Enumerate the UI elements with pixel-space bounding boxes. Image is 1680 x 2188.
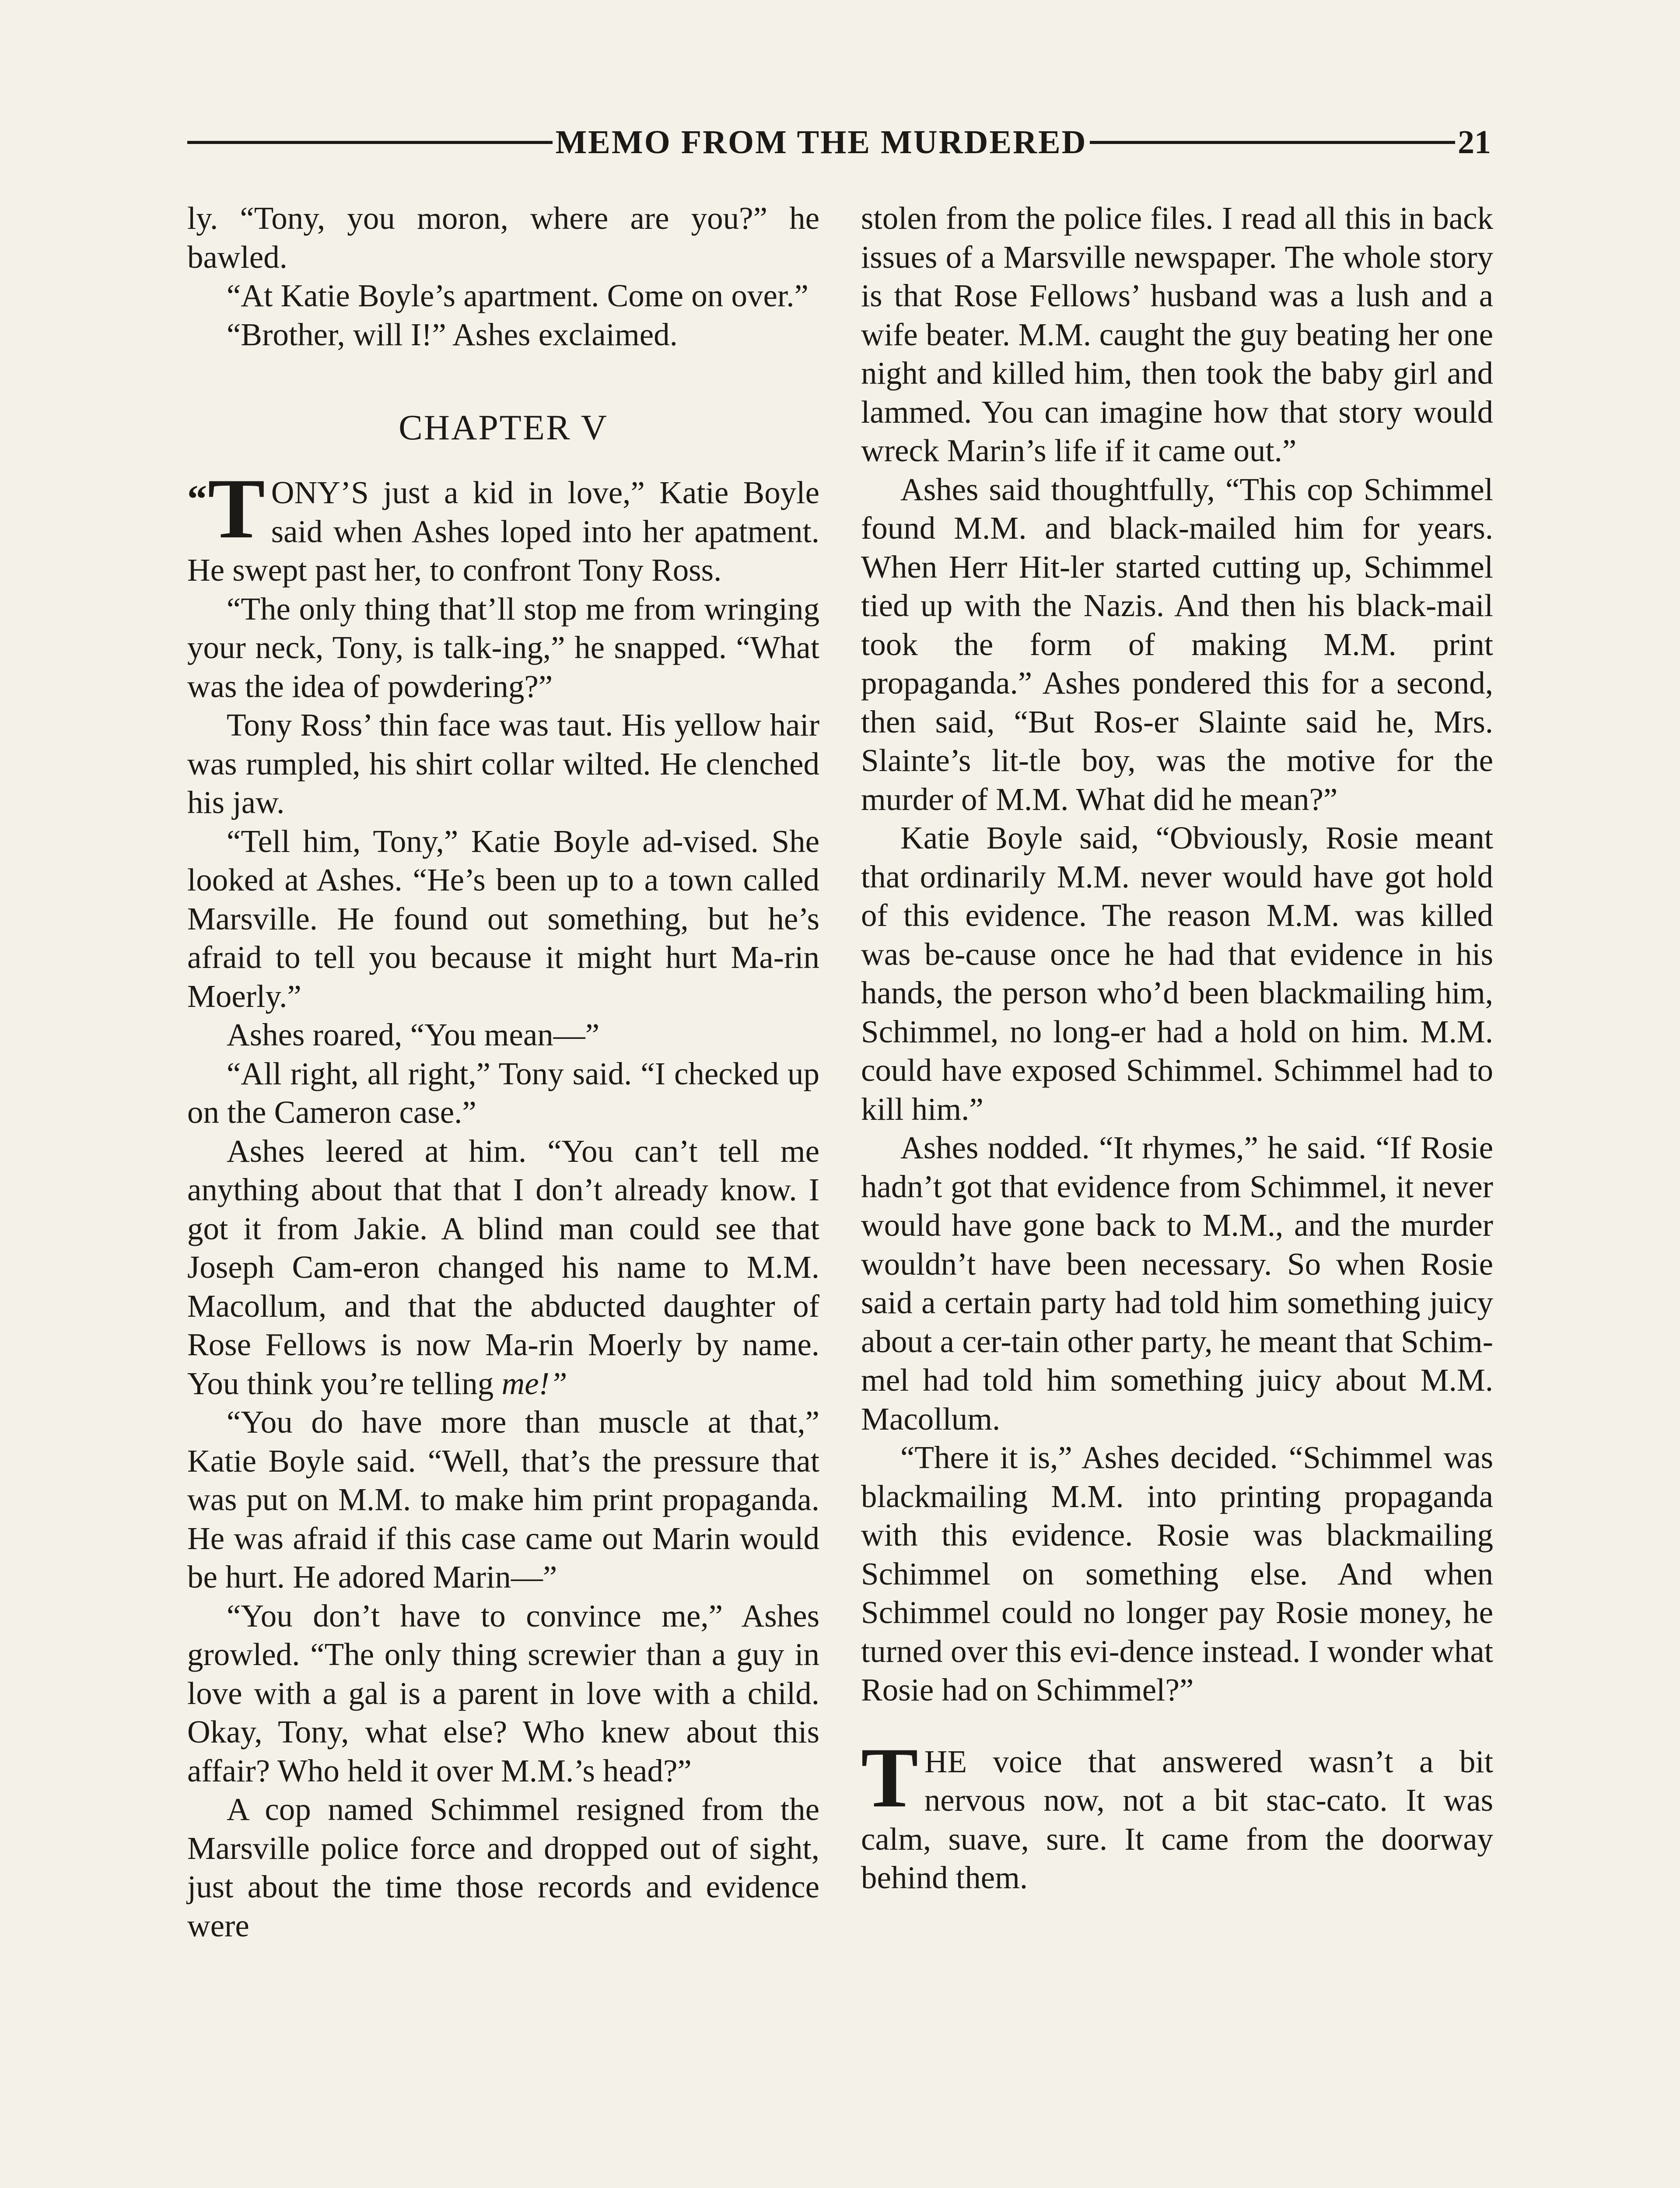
paragraph: “You don’t have to convince me,” Ashes growled. “The only thing screwier than a guy in love with a gal is a parent in love with a child. Okay, Tony, what else? Who knew about this affair? Who held it over M.M.’s head?” (187, 1598, 819, 1788)
running-header (187, 123, 1491, 162)
paragraph-text: Ashes leered at him. “You can’t tell me anything about that that I don’t already know. I got it from Jakie. A blind man could see that Joseph Cam-eron changed his name to M.M. Macollum, and that the abducted daughter of Rose Fellows is now Ma-rin Moerly by name. You think you’re telling (187, 1133, 819, 1401)
paragraph: Ashes said thoughtfully, “This cop Schimmel found M.M. and black-mailed him for years. When Herr Hit-ler started cutting up, Schimmel tied up with the Nazis. And then his black-mail took the form of making M.M. print propaganda.” Ashes pondered this for a second, then said, “But Ros-er Slainte said he, Mrs. Slainte’s lit-tle boy, was the motive for the murder of M.M. What did he mean?” (861, 471, 1493, 817)
paragraph: stolen from the police files. I read all this in back issues of a Marsville newspaper. The whole story is that Rose Fellows’ husband was a lush and a wife beater. M.M. caught the guy beating her one night and killed him, then took the baby girl and lammed. You can imagine how that story would wreck Marin’s life if it came out.” (861, 200, 1493, 468)
left-column (187, 199, 819, 1945)
page-number: 21 (1458, 123, 1491, 161)
emphasis-text: me!” (501, 1365, 567, 1401)
right-column (861, 199, 1493, 1897)
paragraph: “The only thing that’ll stop me from wringing your neck, Tony, is talk-ing,” he snapped. “What was the idea of powdering?” (187, 591, 819, 704)
drop-cap: T (861, 1730, 918, 1825)
chapter-opening-paragraph (187, 461, 819, 590)
paragraph: “Tell him, Tony,” Katie Boyle ad-vised. She looked at Ashes. “He’s been up to a town called Marsville. He found out something, but he’s afraid to tell you because it might hurt Ma-rin Moerly.” (187, 823, 819, 1014)
paragraph: Ashes roared, “You mean—” (227, 1017, 600, 1052)
paragraph: “All right, all right,” Tony said. “I checked up on the Cameron case.” (187, 1055, 819, 1130)
paragraph: A cop named Schimmel resigned from the Marsville police force and dropped out of sight, just about the time those records and evidence were (187, 1792, 819, 1943)
paragraph: “Brother, will I!” Ashes exclaimed. (227, 316, 678, 352)
running-title: MEMO FROM THE MURDERED (555, 123, 1087, 161)
paragraph: Tony Ross’ thin face was taut. His yellow hair was rumpled, his shirt collar wilted. He clenched his jaw. (187, 707, 819, 820)
section-break (861, 1710, 1493, 1743)
paragraph (187, 1132, 819, 1403)
header-rule-right (1090, 141, 1455, 144)
paragraph: ly. “Tony, you moron, where are you?” he bawled. (187, 200, 819, 275)
paragraph: “There it is,” Ashes decided. “Schimmel was blackmailing M.M. into printing propaganda with this evidence. Rosie was blackmailing Schimmel on something else. And when Schimmel could no longer pay Rosie money, he turned over this evi-dence instead. I wonder what Rosie had on Schimmel?” (861, 1440, 1493, 1708)
opening-quote-mark: “ (187, 477, 207, 521)
drop-cap: T (208, 461, 265, 556)
paragraph: “At Katie Boyle’s apartment. Come on over.” (227, 278, 808, 313)
section-opening-paragraph (861, 1730, 1493, 1897)
header-rule-left (187, 141, 553, 144)
opening-text: HE voice that answered wasn’t a bit nervous now, not a bit stac-cato. It was calm, suave, sure. It came from the doorway behind them. (861, 1743, 1493, 1895)
paragraph: Katie Boyle said, “Obviously, Rosie meant that ordinarily M.M. never would have got hold of this evidence. The reason M.M. was killed was be-cause once he had that evidence in his hands, the person who’d been blackmailing him, Schimmel, no long-er had a hold on him. M.M. could have exposed Schimmel. Schimmel had to kill him.” (861, 820, 1493, 1127)
chapter-heading: CHAPTER V (399, 407, 608, 447)
paragraph: Ashes nodded. “It rhymes,” he said. “If Rosie hadn’t got that evidence from Schimmel, it never would have gone back to M.M., and the murder wouldn’t have been necessary. So when Rosie said a certain party had told him something juicy about a cer-tain other party, he meant that Schim-mel had told him something juicy about M.M. Macollum. (861, 1130, 1493, 1437)
opening-text: ONY’S just a kid in love,” Katie Boyle said when Ashes loped into her apatment. He swept past her, to confront Tony Ross. (187, 475, 819, 588)
paragraph: “You do have more than muscle at that,” Katie Boyle said. “Well, that’s the pressure that was put on M.M. to make him print propaganda. He was afraid if this case came out Marin would be hurt. He adored Marin—” (187, 1404, 819, 1595)
